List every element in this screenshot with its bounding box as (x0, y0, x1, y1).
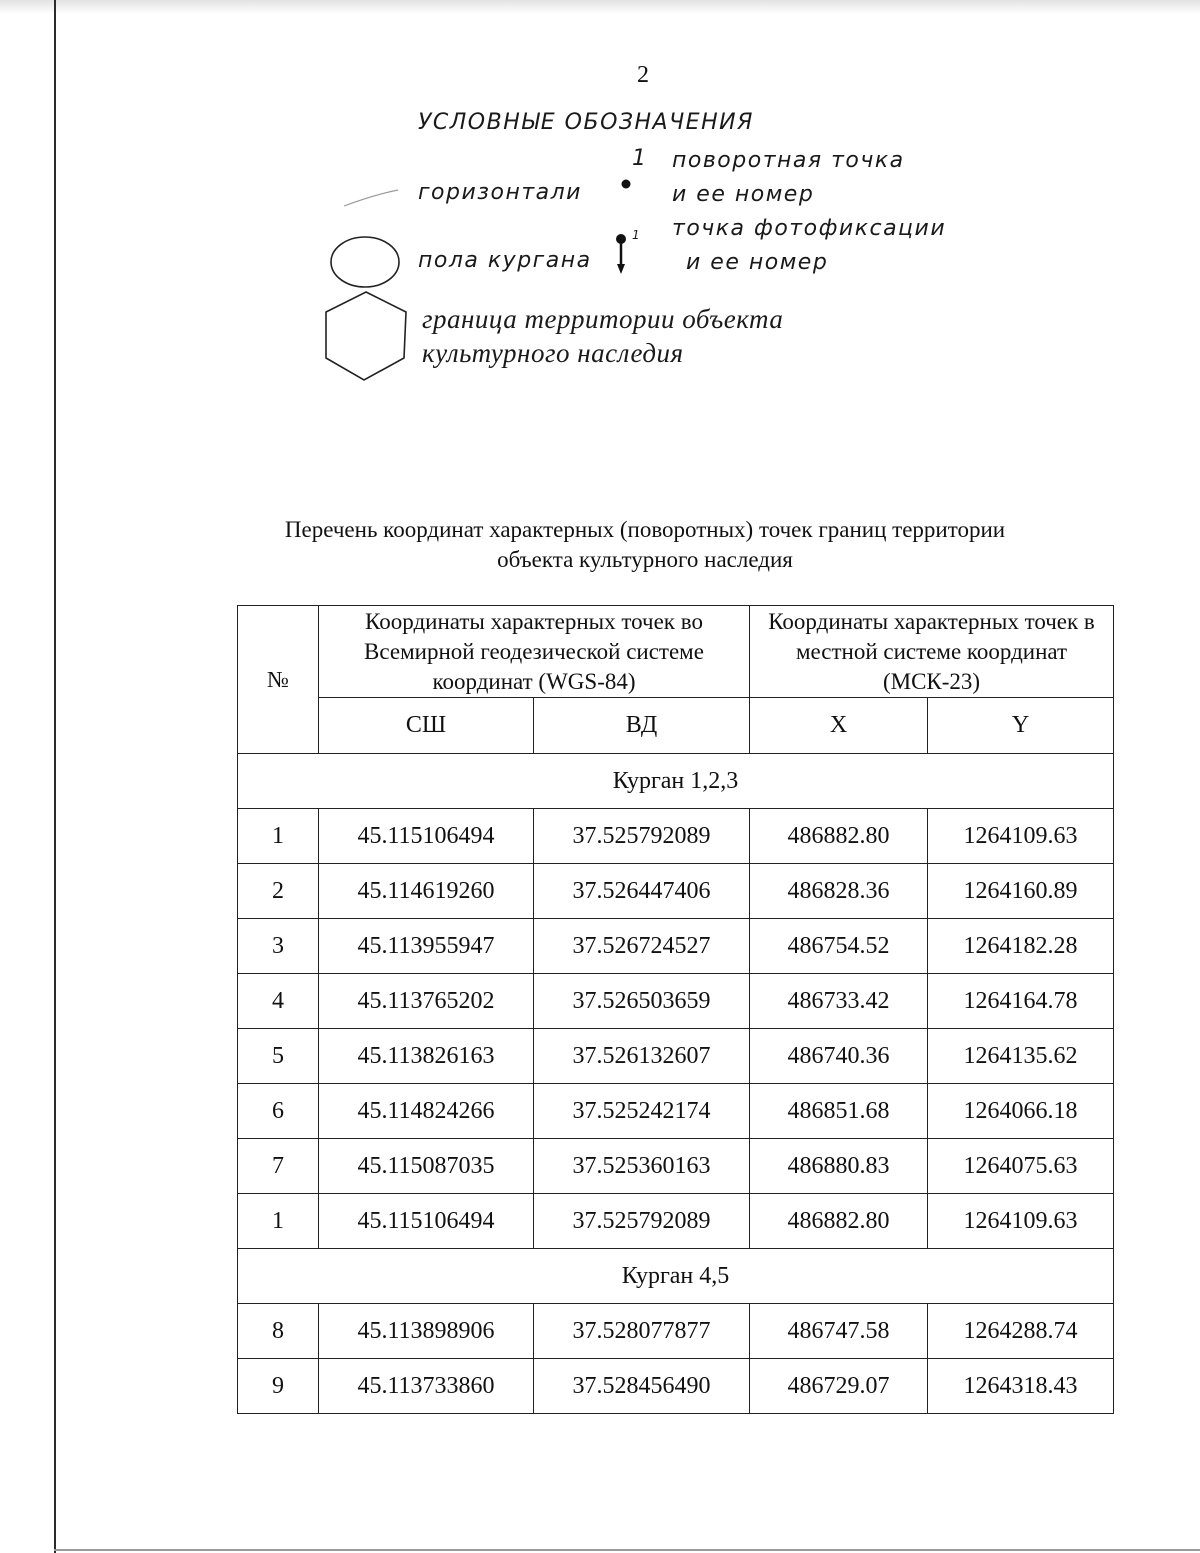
cell-lon: 37.526503659 (534, 974, 750, 1029)
table-row (238, 919, 1114, 974)
cell-x: 486733.42 (750, 974, 928, 1029)
cell-lat: 45.115106494 (319, 809, 534, 864)
scan-top-shadow (0, 0, 1200, 14)
header-lon: ВД (534, 698, 750, 754)
cell-lon: 37.525242174 (534, 1084, 750, 1139)
cell-number: 8 (238, 1304, 319, 1359)
mound-floor-ellipse-icon (328, 234, 402, 290)
cell-x: 486747.58 (750, 1304, 928, 1359)
turning-point-number: 1 (632, 146, 648, 171)
cell-lat: 45.114619260 (319, 864, 534, 919)
cell-x: 486851.68 (750, 1084, 928, 1139)
page-edge-left (54, 0, 56, 1553)
group-row (238, 754, 1114, 809)
coordinates-table (237, 605, 1114, 1414)
boundary-label-line2: культурного наследия (422, 338, 684, 368)
cell-lon: 37.528077877 (534, 1304, 750, 1359)
header-lat: СШ (319, 698, 534, 754)
cell-y: 1264160.89 (928, 864, 1114, 919)
cell-x: 486740.36 (750, 1029, 928, 1084)
page-number: 2 (637, 62, 649, 88)
cell-y: 1264109.63 (928, 809, 1114, 864)
cell-x: 486828.36 (750, 864, 928, 919)
cell-lon: 37.526132607 (534, 1029, 750, 1084)
boundary-label-line1: граница территории объекта (422, 304, 784, 334)
cell-lon: 37.528456490 (534, 1359, 750, 1414)
cell-lon: 37.526447406 (534, 864, 750, 919)
cell-lat: 45.113826163 (319, 1029, 534, 1084)
photo-point-label-line2: и ее номер (686, 250, 829, 275)
group-name: Курган 1,2,3 (238, 754, 1114, 809)
table-body (238, 754, 1114, 1414)
cell-lat: 45.113898906 (319, 1304, 534, 1359)
cell-y: 1264109.63 (928, 1194, 1114, 1249)
photo-point-icon (610, 228, 634, 278)
table-row (238, 1084, 1114, 1139)
document-title-line1: Перечень координат характерных (поворотных) точек границ территории (284, 517, 1006, 542)
contours-label: горизонтали (418, 180, 582, 205)
cell-y: 1264164.78 (928, 974, 1114, 1029)
cell-number: 7 (238, 1139, 319, 1194)
cell-number: 1 (238, 809, 319, 864)
table-row (238, 1029, 1114, 1084)
table-row (238, 1194, 1114, 1249)
mound-floor-label: пола кургана (418, 248, 592, 273)
cell-number: 9 (238, 1359, 319, 1414)
cell-y: 1264066.18 (928, 1084, 1114, 1139)
cell-lat: 45.114824266 (319, 1084, 534, 1139)
cell-lon: 37.525360163 (534, 1139, 750, 1194)
cell-y: 1264182.28 (928, 919, 1114, 974)
cell-lat: 45.113733860 (319, 1359, 534, 1414)
cell-y: 1264075.63 (928, 1139, 1114, 1194)
turning-point-label-line1: поворотная точка (672, 148, 905, 173)
cell-lon: 37.526724527 (534, 919, 750, 974)
group-row (238, 1249, 1114, 1304)
cell-number: 1 (238, 1194, 319, 1249)
cell-x: 486882.80 (750, 809, 928, 864)
page-edge-bottom (54, 1549, 1200, 1551)
table-row (238, 1139, 1114, 1194)
cell-number: 2 (238, 864, 319, 919)
cell-number: 3 (238, 919, 319, 974)
cell-x: 486880.83 (750, 1139, 928, 1194)
header-y: Y (928, 698, 1114, 754)
table-row (238, 1304, 1114, 1359)
turning-point-icon (618, 176, 634, 192)
cell-number: 6 (238, 1084, 319, 1139)
header-x: X (750, 698, 928, 754)
table-row (238, 864, 1114, 919)
cell-x: 486754.52 (750, 919, 928, 974)
table-row (238, 809, 1114, 864)
header-msk-group: Координаты характерных точек в местной системе координат (МСК-23) (750, 606, 1114, 698)
table-row (238, 1359, 1114, 1414)
cell-y: 1264318.43 (928, 1359, 1114, 1414)
legend-title: УСЛОВНЫЕ ОБОЗНАЧЕНИЯ (418, 110, 754, 135)
cell-number: 5 (238, 1029, 319, 1084)
header-wgs-group: Координаты характерных точек во Всемирной геодезической системе координат (WGS-84) (319, 606, 750, 698)
cell-lat: 45.115106494 (319, 1194, 534, 1249)
contour-line-icon (340, 180, 400, 210)
cell-lon: 37.525792089 (534, 1194, 750, 1249)
cell-lat: 45.113955947 (319, 919, 534, 974)
cell-number: 4 (238, 974, 319, 1029)
document-title (200, 515, 1090, 575)
photo-point-number: 1 (632, 228, 642, 242)
cell-x: 486882.80 (750, 1194, 928, 1249)
document-title-line2: объекта культурного наследия (497, 547, 793, 572)
cell-y: 1264288.74 (928, 1304, 1114, 1359)
boundary-hexagon-icon (322, 290, 410, 382)
header-number: № (238, 606, 319, 754)
photo-point-label-line1: точка фотофиксации (672, 216, 947, 241)
cell-lon: 37.525792089 (534, 809, 750, 864)
group-name: Курган 4,5 (238, 1249, 1114, 1304)
cell-lat: 45.115087035 (319, 1139, 534, 1194)
cell-x: 486729.07 (750, 1359, 928, 1414)
table-row (238, 974, 1114, 1029)
cell-lat: 45.113765202 (319, 974, 534, 1029)
turning-point-label-line2: и ее номер (672, 182, 815, 207)
cell-y: 1264135.62 (928, 1029, 1114, 1084)
